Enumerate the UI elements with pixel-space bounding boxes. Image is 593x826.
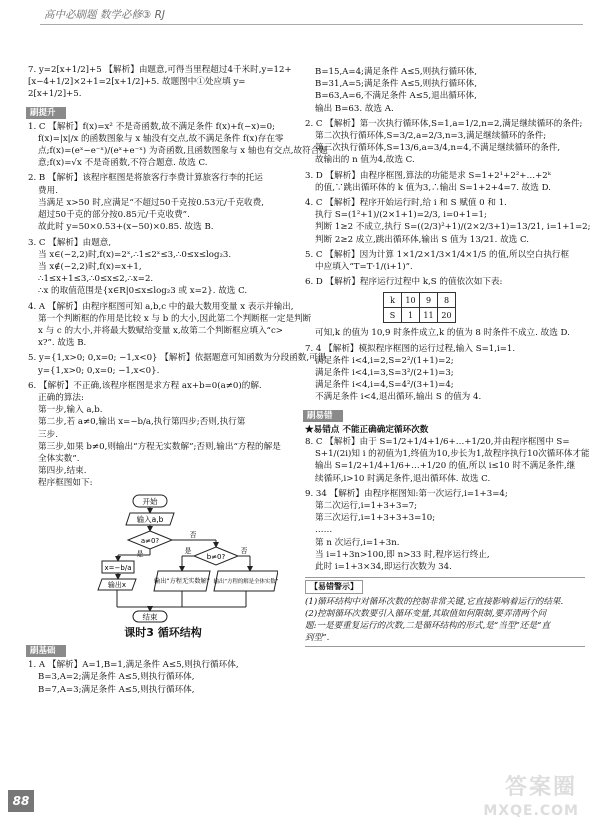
text-line: 第三次执行循环体,S=13/6,a=3/4,n=4,不满足继续循环的条件, <box>315 143 561 154</box>
text-line: y={1,x>0; 0,x=0; −1,x<0}. <box>38 365 160 376</box>
right-answer-9 <box>305 488 585 573</box>
text-line: 点;f(x)=(eˣ−e⁻ˣ)/(eˣ+e⁻ˣ) 为奇函数,且函数图象与 x 轴也有交点,故符合题 <box>38 146 328 157</box>
flow-yes2-label: 是 <box>184 546 192 555</box>
answer-3 <box>28 237 298 298</box>
text-line: 2. C 【解析】第一次执行循环体,S=1,a=1/2,n=2,满足继续循环的条件; <box>305 118 583 129</box>
answer-1 <box>28 121 328 170</box>
section-title-tisheng: 刷提升 <box>26 107 66 119</box>
text-line: 不满足条件 i<4,退出循环,输出 S 的值为 4. <box>315 392 482 403</box>
text-line: 满足条件 i<4,i=2,S=2²/(1+1)=2; <box>315 355 454 366</box>
text-line: B=63,A=6,不满足条件 A≤5,退出循环体, <box>315 91 477 102</box>
table-row <box>384 293 456 308</box>
text-line: B=3,A=2;满足条件 A≤5,则执行循环体, <box>38 672 195 683</box>
text-line: 当 x∉(−2,2)时,f(x)=x+1, <box>38 261 142 272</box>
answer-5 <box>28 352 327 376</box>
text-line: 执行 S=(1²+1)/(2×1+1)=2/3, i=0+1=1; <box>315 210 487 221</box>
text-line: [x−4+1/2]×2+1=2[x+1/2]+5. 故题图中①处应填 y= <box>28 77 246 88</box>
answer-1-continued <box>305 66 585 115</box>
right-answer-8 <box>305 436 590 485</box>
text-line: 全体实数”. <box>38 453 80 464</box>
text-line: 三步. <box>38 429 58 440</box>
right-answer-6 <box>305 276 585 339</box>
text-line: 2[x+1/2]+5. <box>28 89 82 100</box>
table-cell: 1 <box>402 308 420 323</box>
text-line: S+1/(2i)知 i 的初值为1,终值为10,步长为1,故程序执行10次循环体才能 <box>315 449 590 460</box>
page-header: 高中必刷题 数学必修③ RJ <box>44 9 165 21</box>
table-row <box>384 308 456 323</box>
text-line: 意;f(x)=√x 不是奇函数,不符合题意. 故选 C. <box>38 158 208 169</box>
jichu-answer-1 <box>28 659 298 696</box>
text-line: (2)控制循环次数要引入循环变量,其取值如何限制,要弄清两个问 <box>305 608 547 619</box>
text-line: 当 x∈(−2,2)时,f(x)=2ˣ,∴1≤2ˣ≤3,∴0≤x≤log₂3. <box>38 249 232 260</box>
right-answer-7 <box>305 343 585 404</box>
text-line: f(x)=|x|/x 的函数图象与 x 轴没有交点,故不满足条件 f(x)存在零 <box>38 133 284 144</box>
text-line: 判断 2≥2 成立,跳出循环体,输出 S 值为 13/21. 故选 C. <box>315 234 530 245</box>
flow-input-text: 输入a,b <box>136 514 164 524</box>
text-line: 3. D 【解析】由程序框图,算法的功能是求 S=1+2¹+2²+…+2ᵏ <box>305 170 551 181</box>
right-answer-3 <box>305 170 585 194</box>
text-line: 满足条件 i<4,i=3,S=3²/(2+1)=3; <box>315 368 454 379</box>
text-line: B=7,A=3;满足条件 A≤5,则执行循环体, <box>38 684 195 695</box>
section-title-yicuo: 刷易错 <box>303 410 343 422</box>
header-rule <box>40 24 583 25</box>
text-line: 2. B 【解析】该程序框图是将旅客行李费计算旅客行李的托运 <box>28 173 263 184</box>
text-line: ∴x 的取值范围是{x∈R|0≤x≤log₂3 或 x=2}. 故选 C. <box>38 286 248 297</box>
watermark-logo <box>467 772 587 822</box>
text-line: 4. C 【解析】程序开始运行时,给 i 和 S 赋值 0 和 1. <box>305 198 507 209</box>
flow-start-text: 开始 <box>142 496 158 506</box>
watermark-text: 答案圈 <box>504 775 577 800</box>
answer-4 <box>28 301 312 350</box>
text-line: 第一步,输入 a,b. <box>38 405 103 416</box>
flow-cond2-text: b≠0? <box>206 552 226 561</box>
flow-out-all-text: 输出“方程的解是全体实数” <box>213 578 278 585</box>
kS-table <box>383 292 456 323</box>
flow-assign-text: x=−b/a <box>104 563 132 572</box>
text-line: 第二次运行,i=1+3+3=7; <box>315 500 418 511</box>
answer-2 <box>28 172 298 233</box>
text-line: 第三次运行,i=1+3+3+3=10; <box>315 513 436 524</box>
text-line: x?”. 故选 B. <box>38 338 87 349</box>
text-line: 3. C 【解析】由题意, <box>28 237 112 248</box>
table-cell: 11 <box>420 308 438 323</box>
text-line: ∴1≤x+1≤3,∴0≤x≤2,∴x=2. <box>38 274 154 285</box>
flow-end-text: 结束 <box>142 612 158 622</box>
text-line: 输出 S=1/2+1/4+1/6+…+1/20 的值,所以 i≤10 时不满足条件,继 <box>315 461 576 472</box>
text-line: 的值,∵跳出循环体的 k 值为3,∴输出 S=1+2+4=7. 故选 D. <box>315 182 551 193</box>
text-line: 6. 【解析】不正确,该程序框图是求方程 ax+b=0(a≠0)的解. <box>28 380 262 391</box>
text-line: …… <box>315 525 333 536</box>
text-line: 满足条件 i<4,i=4,S=4²/(3+1)=4; <box>315 380 454 391</box>
text-line: 题:一是要重复运行的次数,二是循环结构的形式,是“当型”还是“直 <box>305 620 550 631</box>
text-line: B=31,A=5;满足条件 A≤5,则执行循环体, <box>315 79 477 90</box>
table-cell: 10 <box>402 293 420 308</box>
answer-7 <box>28 64 298 101</box>
text-line: 6. D 【解析】程序运行过程中 k,S 的值依次如下表: <box>305 277 503 288</box>
text-line: 5. C 【解析】因为计算 1×1/2×1/3×1/4×1/5 的值,所以空白执行框 <box>305 249 570 260</box>
right-answer-2 <box>305 118 585 167</box>
table-cell: 8 <box>438 293 456 308</box>
text-line: 超过50千克的部分按0.85元/千克收费”. <box>38 210 190 221</box>
text-line: 当满足 x>50 时,应满足“不超过50千克按0.53元/千克收费, <box>38 197 264 208</box>
page-number-text: 88 <box>8 790 34 812</box>
right-answer-4 <box>305 197 591 246</box>
flow-cond1-text: a≠0? <box>140 536 160 545</box>
text-line: 1. A 【解析】A=1,B=1,满足条件 A≤5,则执行循环体, <box>28 660 239 671</box>
text-line: 5. y={1,x>0; 0,x=0; −1,x<0} 【解析】依据题意可知函数为分段函数,可得 <box>28 353 327 364</box>
flow-no2-label: 否 <box>240 546 248 555</box>
text-line: 第三步,如果 b≠0,则输出“方程无实数解”;否则,输出“方程的解是 <box>38 441 281 452</box>
lesson-title: 课时3 循环结构 <box>124 625 202 639</box>
text-line: 4. A 【解析】由程序框图可知 a,b,c 中的最大数用变量 x 表示并输出, <box>28 301 294 312</box>
text-line: 故输出的 n 值为4,故选 C. <box>315 155 415 166</box>
flow-no-label: 否 <box>189 530 197 539</box>
text-line: 可知,k 的值为 10,9 时条件成立,k 的值为 8 时条件不成立. 故选 D. <box>315 328 570 339</box>
flow-out-none-text: 输出“方程无实数解” <box>154 577 210 585</box>
table-cell: 20 <box>438 308 456 323</box>
table-cell: S <box>384 308 402 323</box>
text-line: 当 i=1+3n>100,即 n>33 时,程序运行终止, <box>315 549 490 560</box>
text-line: 输出 B=63. 故选 A. <box>315 103 394 114</box>
error-warning-box <box>305 577 585 647</box>
flow-output-x-text: 输出x <box>107 580 127 589</box>
error-warning-title: 【易错警示】 <box>305 580 363 593</box>
text-line: x 与 c 的大小,并将最大数赋给变量 x,故第二个判断框应填入“c> <box>38 325 283 336</box>
text-line: 8. C 【解析】由于 S=1/2+1/4+1/6+…+1/20,并由程序框图中 S= <box>305 436 570 447</box>
text-line: 9. 34 【解析】由程序框图知:第一次运行,i=1+3=4; <box>305 488 508 499</box>
text-line: 第二步,若 a≠0,输出 x=−b/a,执行第四步;否则,执行第 <box>38 417 246 428</box>
yicuo-heading: ★易错点 不能正确确定循环次数 <box>305 424 429 435</box>
table-cell: k <box>384 293 402 308</box>
text-line: 第 n 次运行,i=1+3n. <box>315 537 400 548</box>
text-line: 到型”. <box>305 633 330 644</box>
text-line: 判断 1≥2 不成立,执行 S=((2/3)²+1)/(2×2/3+1)=13/21, i=1+1=2; <box>315 222 591 233</box>
text-line: 1. C 【解析】f(x)=x² 不是奇函数,故不满足条件 f(x)+f(−x)=0; <box>28 121 275 132</box>
right-column <box>305 66 591 647</box>
text-line: 中应填入“T=T·1/(i+1)”. <box>315 262 413 273</box>
table-cell: 9 <box>420 293 438 308</box>
text-line: 7. y=2[x+1/2]+5 【解析】由题意,可得当里程超过4千米时,y=12+ <box>28 65 292 75</box>
text-line: 第一个判断框的作用是比较 x 与 b 的大小,因此第二个判断框一定是判断 <box>38 313 312 324</box>
right-answer-5 <box>305 249 585 273</box>
text-line: 正确的算法: <box>38 392 84 403</box>
section-title-jichu: 刷基础 <box>26 645 66 657</box>
text-line: 7. 4 【解析】模拟程序框图的运行过程,输入 S=1,i=1. <box>305 343 516 354</box>
text-line: 故此时 y=50×0.53+(x−50)×0.85. 故选 B. <box>38 222 214 233</box>
answer-6 <box>28 380 298 490</box>
page-number <box>8 790 34 816</box>
text-line: 此时 i=1+3×34,即运行次数为 34. <box>315 561 452 572</box>
text-line: 第二次执行循环体,S=3/2,a=2/3,n=3,满足继续循环的条件; <box>315 131 547 142</box>
text-line: B=15,A=4;满足条件 A≤5,则执行循环体, <box>315 67 477 77</box>
text-line: (1)循环结构中对循环次数的控制非常关键,它直接影响着运行的结果. <box>305 596 564 607</box>
text-line: 程序框图如下: <box>38 478 93 489</box>
text-line: 续循环,i>10 时满足条件,退出循环体. 故选 C. <box>315 473 491 484</box>
watermark-url: MXQE.COM <box>483 803 579 820</box>
flowchart <box>78 493 278 623</box>
text-line: 费用. <box>38 185 58 196</box>
text-line: 第四步,结束. <box>38 466 87 477</box>
flow-yes-label: 是 <box>136 549 144 558</box>
